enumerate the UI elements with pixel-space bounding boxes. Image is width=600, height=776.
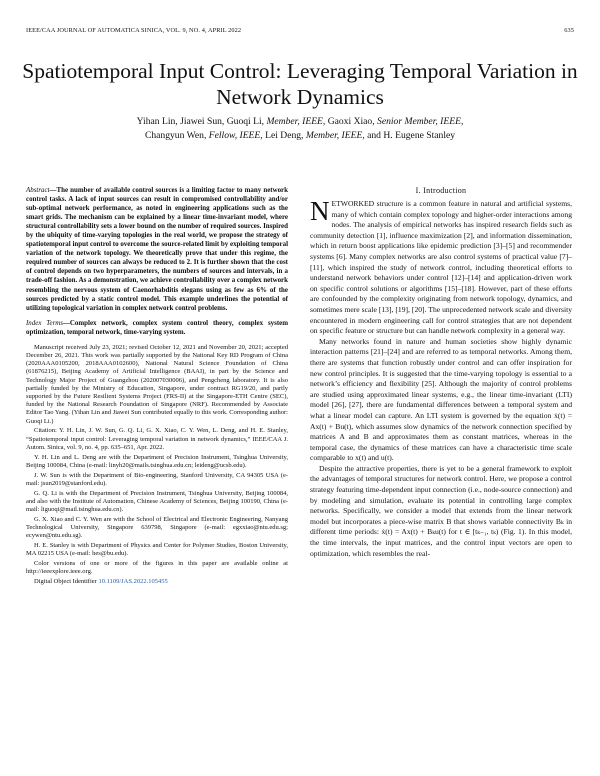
right-column [310,186,572,559]
footnote-affiliation: G. X. Xiao and C. Y. Wen are with the School of Electrical and Electronic Engineering, Nanyang Technological University, Singapore 639798, Singapore (e-mail: egxxiao@ntu.edu.sg; ecywen@ntu.edu.sg). [26,515,288,540]
index-terms-text: —Complex network, complex system control theory, complex system optimization, temporal network, time-varying system. [26,318,288,336]
section-heading-introduction: I. Introduction [415,186,467,195]
page-number: 635 [564,27,574,34]
index-terms-label: Index Terms [26,318,63,327]
footnote-affiliation: J. W. Sun is with the Department of Bio-engineering, Stanford University, CA 94305 USA (e-mail: jsun2019@stanford.edu). [26,471,288,487]
running-head [26,27,574,37]
paragraph-text: structure is a common feature in natural and artificial systems, many of which contain complex topology and higher-order interactions among nodes. The analysis of empirical networks has inspired research fields such as community detection [1], influence maximization [2], and information dissemination, which in return boost applications like epidemic prediction [3]–[5] and recommender systems [6]. Many complex networks are also control systems of practical value [7]–[11], which inspired the study of network control, including theoretical efforts to understand network behaviors under control [12]–[14] and application-driven work on specific control solutions or algorithms [15]–[18]. However, part of these efforts are confounded by the complexity originating from network topology, dynamics, and sometimes mere scale [13], [19], [20]. The unprecedented network scale and diversity encountered in modern engineering call for control strategies that are not dependent on specific feature or structure but can handle network complexity in a general way. [310,199,572,336]
author-membership: Member, IEEE [305,130,363,142]
intro-paragraph-2: Many networks found in nature and human societies show highly dynamic interaction patterns [21]–[24] and are referred to as temporal networks. Among them, there are systems that function robustly under control and can offer inspiration for new control principles. It is suggested that the time-varying topology is essential to a network’s efficiency and flexibility [25]. Although the majority of control problems are studied using approximated linear systems, e.g., the linear time-invariant (LTI) model [26], [27], there are fundamental differences between a temporal system and what a linear model can capture. An LTI system is governed by the equation ẋ(t) = Ax(t) + Bu(t), which assumes slow dynamics of the network connection specified by matrices A and B and approximates them as constant matrices, whereas in the temporal case, the dynamics of these matrices can have a characteristic time scale comparable to x(t) and u(t). [310,336,572,463]
journal-name: IEEE/CAA JOURNAL OF AUTOMATICA SINICA, VOL. 9, NO. 4, APRIL 2022 [26,27,242,34]
paper-title: Spatiotemporal Input Control: Leveraging Temporal Variation in Network Dynamics [22,59,578,109]
abstract-text: —The number of available control sources is a limiting factor to many network control tasks. A lack of input sources can result in compromised controllability and/or sub-optimal network performance, as noted in engineering applications such as the smart grids. The mechanism can be explained by a linear time-invariant model, where structural controllability sets a lower bound on the number of required sources. Inspired by the ubiquity of time-varying topologies in the real world, we propose the strategy of spatiotemporal input control to overcome the source-related limit by exploiting temporal variation of the network topology. We theoretically prove that under this regime, the required number of sources can always be reduced to 2. It is further shown that the cost of control depends on two hyperparameters, the numbers of sources and intervals, in a trade-off fashion. As a demonstration, we achieve controllability over a complex network resembling the nervous system of Caenorhabditis elegans using as few as 6% of the sources predicted by a static control model. This example underlines the potential of utilizing topological variation in complex network control problems. [26,186,288,312]
introduction-body [310,196,572,559]
footnote-affiliation: Y. H. Lin and L. Deng are with the Department of Precision Instrument, Tsinghua University, Beijing 100084, China (e-mail: linyh20@mails.tsinghua.edu.cn; leideng@ucsb.edu). [26,453,288,469]
footnote-doi [26,578,288,586]
author-names: , and H. Eugene Stanley [362,130,456,142]
author-names: , Lei Deng, [260,130,306,142]
drop-cap: N [310,196,330,227]
intro-paragraph-3: Despite the attractive properties, there is yet to be a general framework to exploit the advantages of temporal structures for network control. Here, we propose a control strategy featuring time-dependent input connection (i.e., node-source connection) and by modeling and simulation, evaluate its potential in controlling large complex networks. Specifically, we consider a model that extends from the linear network model but incorporates a piece-wise matrix B that shows variable connectivity Bₖ in different time periods: ẋ(t) = Ax(t) + Bₖu(t) for t ∈ [tₖ₋₁, tₖ) (Fig. 1). In this model, the time intervals, the input matrices, and the control input vectors are open to optimization, which resembles the real- [310,463,572,558]
footnote-color-versions: Color versions of one or more of the figures in this paper are available online at http://ieeexplore.ieee.org. [26,559,288,576]
left-column [26,186,288,588]
abstract [26,186,288,313]
footnote-affiliation: G. Q. Li is with the Department of Precision Instrument, Tsinghua University, Beijing 100084, and also with the Institute of Automation, Chinese Academy of Sciences, Beijing 100190, China (e-mail: liguoqi@mail.tsinghua.edu.cn). [26,489,288,513]
author-names: Yihan Lin, Jiawei Sun, Guoqi Li, [136,116,267,127]
footnotes [26,344,288,586]
footnote-manuscript: Manuscript received July 23, 2021; revised October 12, 2021 and November 20, 2021; accepted December 26, 2021. This work was partially supported by the National Key RD Program of China (2020AAA0105200, 2018AAA0102600), National Natural Science Foundation of China (61876215), Beijing Academy of Artificial Intelligence (BAAI), in part by the Science and Technology Major Project of Guangzhou (202007030006), and Pengcheng laboratory. It is also partially funded by the Ministry of Education, Singapore, under contract RG19/20, and partly supported by the Future Resilient Systems Project (FRS-II) at the Singapore-ETH Centre (SEC), funded by the National Research Foundation of Singapore (NRF). Recommended by Associate Editor Tao Yang. (Yihan Lin and Jiawei Sun contributed equally to this work. Corresponding author: Guoqi Li.) [26,343,288,425]
author-membership: Senior Member, IEEE [377,116,461,127]
intro-paragraph-1 [310,196,572,337]
author-line-2 [60,129,540,143]
author-membership: Member, IEEE [266,116,323,127]
index-terms [26,319,288,337]
author-separator: , [460,116,464,127]
footnote-citation: Citation: Y. H. Lin, J. W. Sun, G. Q. Li, G. X. Xiao, C. Y. Wen, L. Deng, and H. E. Stanley, “Spatiotemporal input control: Leveraging temporal variation in network dynamics,” IEEE/CAA J. Autom. Sinica, vol. 9, no. 4, pp. 635–651, Apr. 2022. [26,427,288,451]
lead-word: ETWORKED [331,199,375,209]
footnote-affiliation: H. E. Stanley is with Department of Physics and Center for Polymer Studies, Boston University, MA 02215 USA (e-mail: hes@bu.edu). [26,541,288,558]
abstract-label: Abstract [26,186,50,194]
author-membership: Fellow, IEEE [208,130,261,142]
author-list [60,115,540,143]
doi-link[interactable]: 10.1109/JAS.2022.105455 [98,577,168,585]
author-names: , Gaoxi Xiao, [322,116,378,127]
author-names: Changyun Wen, [144,130,209,142]
author-line-1 [60,115,540,129]
doi-label: Digital Object Identifier [34,577,99,585]
